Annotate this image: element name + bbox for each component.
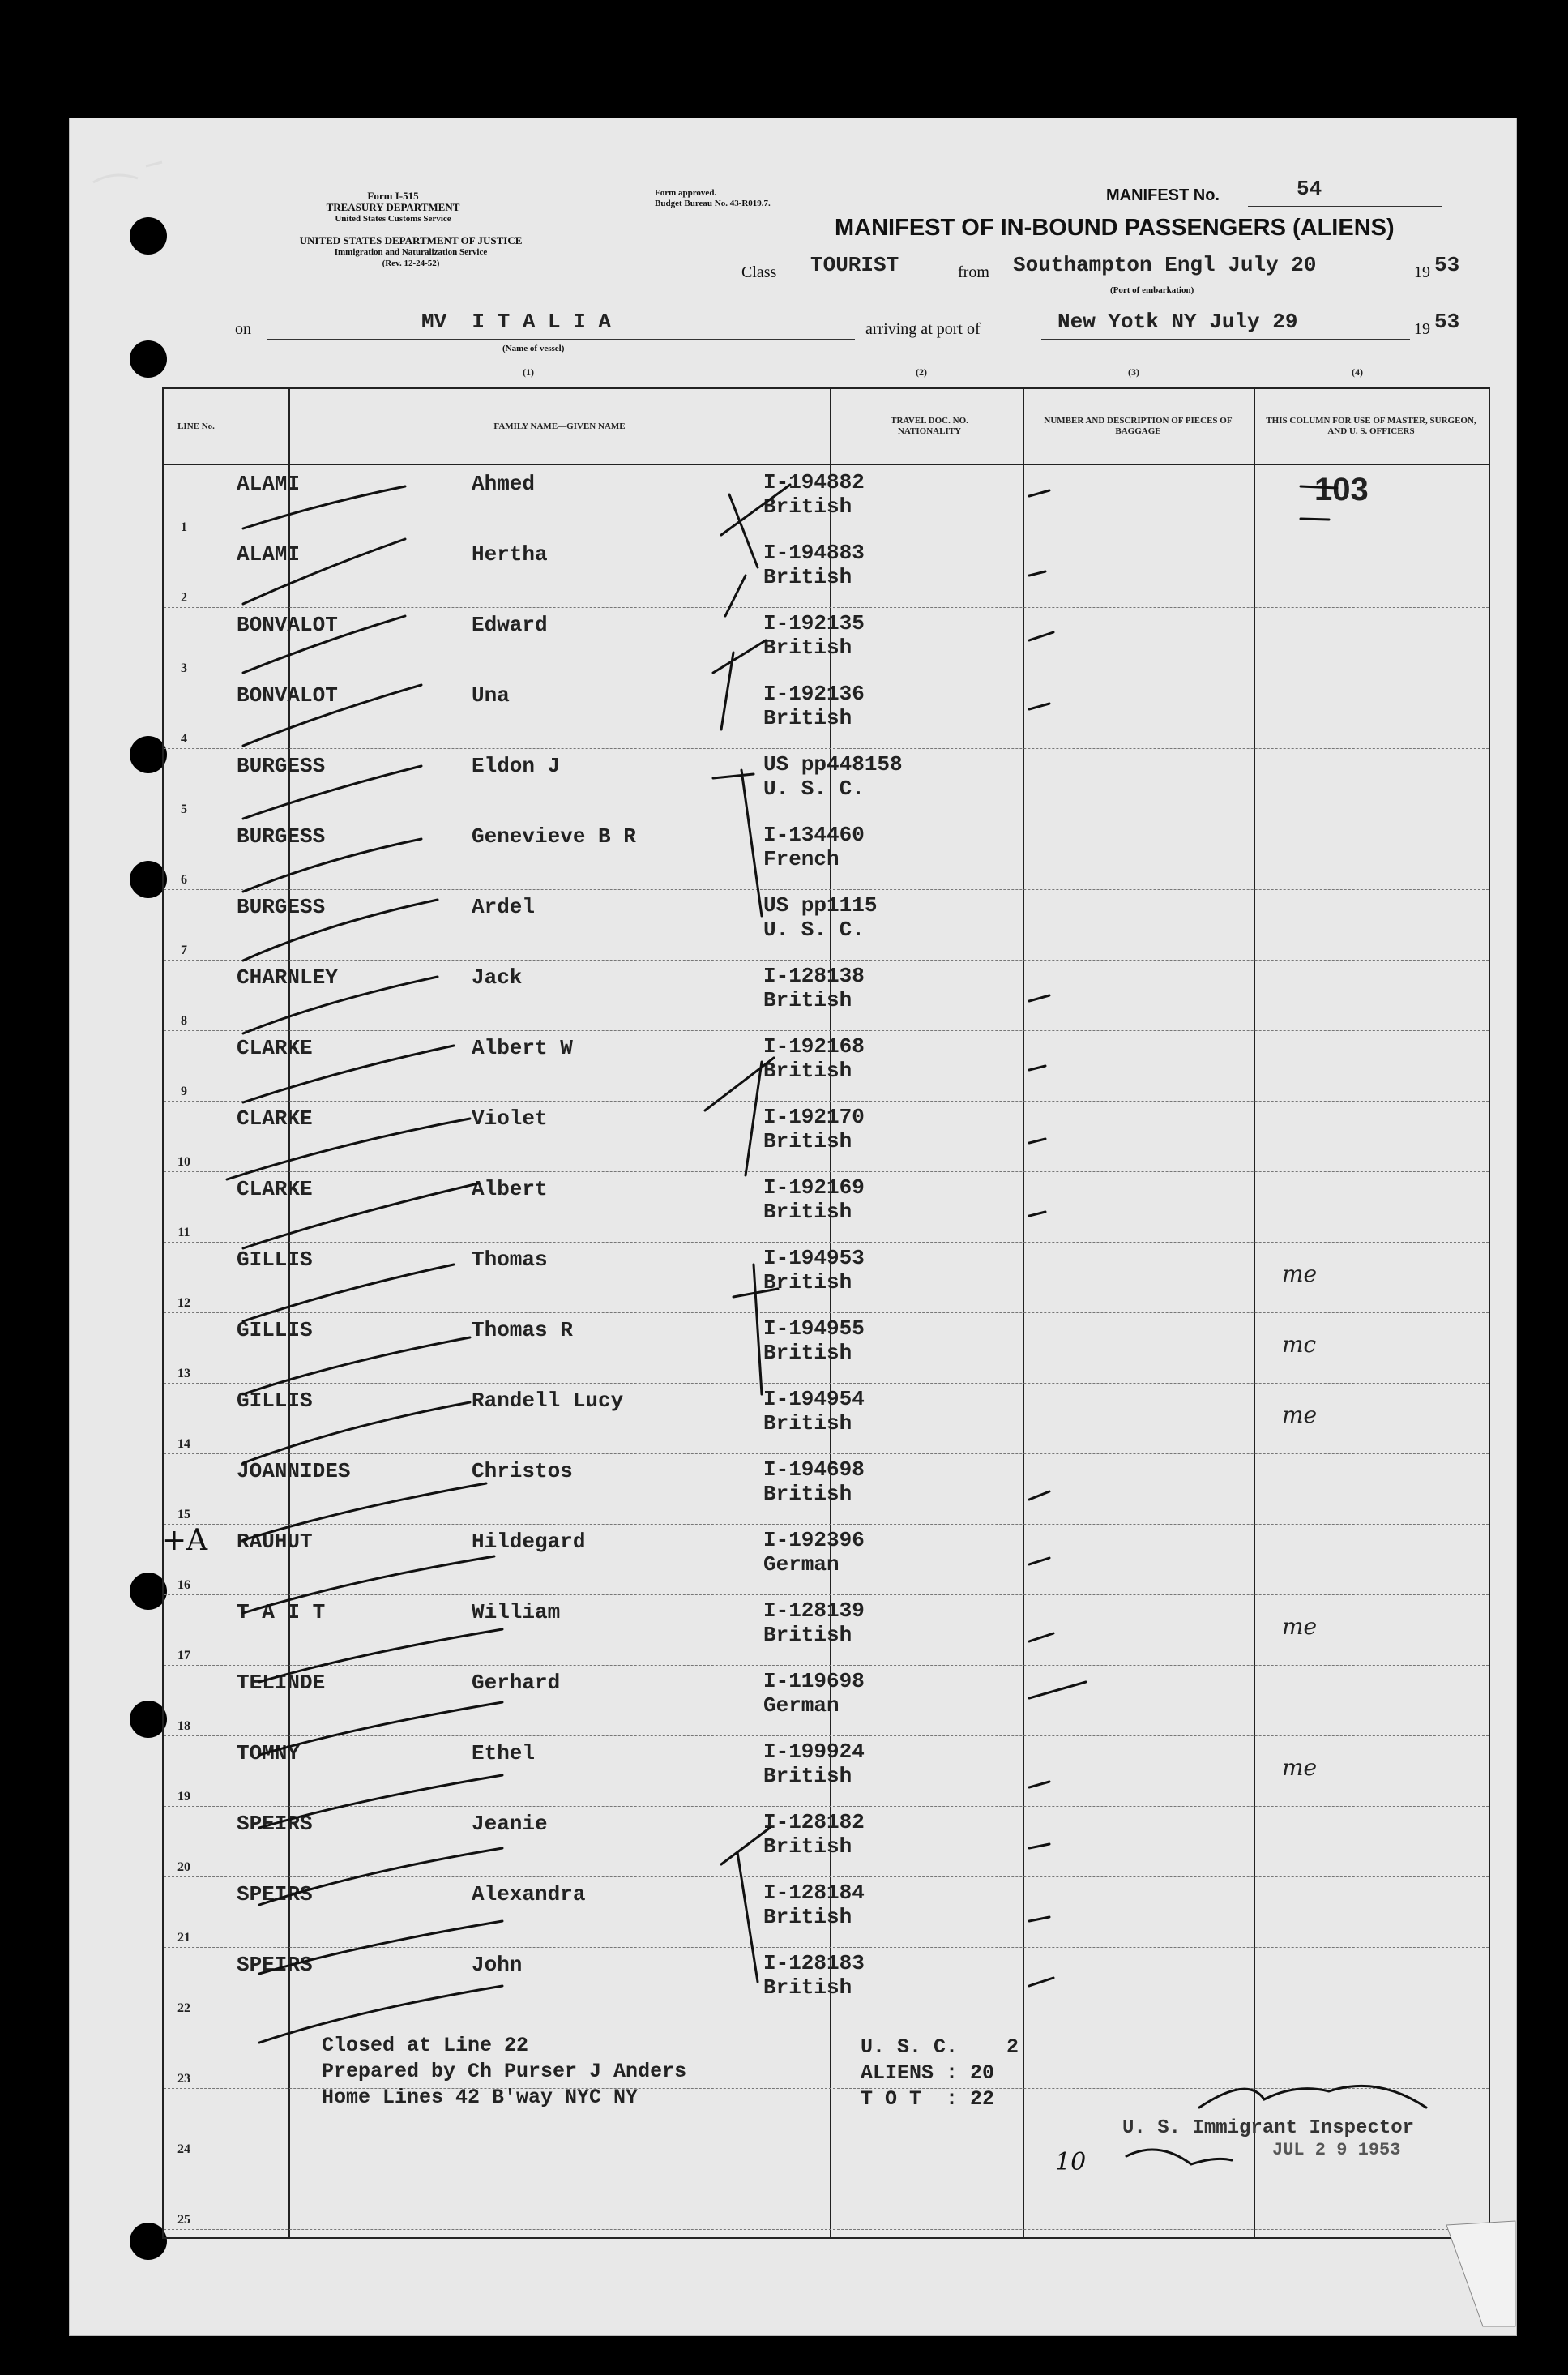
- column-number-2: (2): [916, 366, 927, 378]
- table-row: [164, 1946, 1489, 2018]
- line-number: 14: [177, 1437, 190, 1451]
- travel-doc-number: I-128184: [763, 1881, 865, 1905]
- line-number: 7: [181, 944, 187, 957]
- line-number: 12: [177, 1296, 190, 1310]
- from-value: Southampton Engl July 20: [1013, 253, 1317, 277]
- nationality: British: [763, 1341, 852, 1365]
- given-name: Jeanie: [472, 1812, 548, 1836]
- table-row: [164, 1241, 1489, 1313]
- class-label: Class: [741, 263, 777, 281]
- from-year-prefix: 19: [1414, 263, 1430, 281]
- vessel-caption: (Name of vessel): [502, 344, 565, 353]
- line-number: 6: [181, 873, 187, 887]
- column-header-baggage: NUMBER AND DESCRIPTION OF PIECES OF BAGGAGE: [1044, 416, 1233, 436]
- nationality: German: [763, 1693, 840, 1718]
- closed-note: Closed at Line 22 Prepared by Ch Purser J Anders Home Lines 42 B'way NYC NY: [322, 2034, 687, 2109]
- nationality: French: [763, 847, 840, 871]
- table-row: [164, 536, 1489, 608]
- family-name: GILLIS: [237, 1389, 313, 1413]
- totals-block: U. S. C. 2 ALIENS : 20 T O T : 22: [861, 2035, 1019, 2111]
- given-name: William: [472, 1600, 561, 1624]
- travel-doc-number: I-192396: [763, 1528, 865, 1552]
- given-name: Alexandra: [472, 1882, 586, 1906]
- travel-doc-number: I-192135: [763, 611, 865, 635]
- punch-hole: [130, 340, 167, 378]
- travel-doc-number: I-194955: [763, 1316, 865, 1341]
- travel-doc-number: I-128138: [763, 964, 865, 988]
- nationality: British: [763, 1623, 852, 1647]
- line-number: 8: [181, 1014, 187, 1028]
- travel-doc-number: US pp448158: [763, 752, 903, 777]
- nationality: British: [763, 988, 852, 1012]
- family-name: SPEIRS: [237, 1882, 313, 1906]
- inspector-label: U. S. Immigrant Inspector: [1122, 2117, 1415, 2139]
- nationality: British: [763, 1764, 852, 1788]
- line-number: 22: [177, 2001, 190, 2015]
- rows-container: [99, 465, 1489, 2237]
- manifest-no-value: 54: [1297, 177, 1322, 201]
- arriving-value: New Yotk NY July 29: [1057, 310, 1298, 334]
- given-name: Hertha: [472, 542, 548, 567]
- travel-doc-number: I-194883: [763, 541, 865, 565]
- table-row: [164, 959, 1489, 1031]
- arriving-year-prefix: 19: [1414, 320, 1430, 338]
- table-row: [164, 888, 1489, 961]
- family-name: CLARKE: [237, 1177, 313, 1201]
- nationality: British: [763, 635, 852, 660]
- family-name: BURGESS: [237, 754, 326, 778]
- family-name: SPEIRS: [237, 1812, 313, 1836]
- nationality: British: [763, 1975, 852, 2000]
- given-name: Ahmed: [472, 472, 536, 496]
- travel-doc-number: I-192170: [763, 1105, 865, 1129]
- table-row: [164, 1312, 1489, 1384]
- from-label: from: [958, 263, 989, 281]
- nationality: British: [763, 1270, 852, 1294]
- column-number-3: (3): [1128, 366, 1139, 378]
- family-name: RAUHUT: [237, 1530, 313, 1554]
- arriving-year: 53: [1434, 310, 1460, 334]
- line-number: 1: [181, 520, 187, 534]
- given-name: Genevieve B R: [472, 824, 636, 849]
- travel-doc-number: I-194882: [763, 470, 865, 494]
- family-name: BONVALOT: [237, 683, 338, 708]
- family-name: TOMNY: [237, 1741, 301, 1765]
- nationality: British: [763, 1200, 852, 1224]
- given-name: Eldon J: [472, 754, 561, 778]
- vessel-name: MV I T A L I A: [421, 310, 612, 334]
- column-number-1: (1): [523, 366, 534, 378]
- handwritten-count: 10: [1055, 2148, 1087, 2176]
- margin-note: +A: [162, 1524, 208, 1557]
- line-number: 11: [177, 1226, 190, 1239]
- given-name: Violet: [472, 1106, 548, 1131]
- date-stamp: JUL 2 9 1953: [1272, 2140, 1401, 2160]
- table-row: [164, 1523, 1489, 1595]
- port-caption: (Port of embarkation): [1110, 285, 1194, 295]
- approval-block: Form approved. Budget Bureau No. 43-R019.7.: [655, 188, 771, 208]
- given-name: Una: [472, 683, 510, 708]
- officer-note: me: [1282, 1613, 1318, 1640]
- nationality: U. S. C.: [763, 777, 865, 801]
- column-header-name: FAMILY NAME—GIVEN NAME: [493, 421, 626, 431]
- justice-block: UNITED STATES DEPARTMENT OF JUSTICE Immigration and Naturalization Service (Rev. 12-24-52): [299, 234, 523, 268]
- travel-doc-number: I-192136: [763, 682, 865, 706]
- class-value: TOURIST: [810, 253, 899, 277]
- given-name: Gerhard: [472, 1671, 561, 1695]
- travel-doc-number: I-199924: [763, 1740, 865, 1764]
- travel-doc-number: I-119698: [763, 1669, 865, 1693]
- table-row: [164, 1382, 1489, 1454]
- nationality: U. S. C.: [763, 918, 865, 942]
- table-row: [164, 1453, 1489, 1525]
- passenger-table: [162, 387, 1490, 2239]
- family-name: GILLIS: [237, 1318, 313, 1342]
- given-name: Albert W: [472, 1036, 573, 1060]
- table-row: [164, 818, 1489, 890]
- line-number: 24: [177, 2142, 190, 2156]
- table-row: [164, 606, 1489, 678]
- family-name: BURGESS: [237, 824, 326, 849]
- given-name: John: [472, 1953, 523, 1977]
- table-row: [164, 465, 1489, 537]
- table-row: [164, 1735, 1489, 1807]
- from-year: 53: [1434, 253, 1460, 277]
- nationality: British: [763, 565, 852, 589]
- table-row: [164, 1664, 1489, 1736]
- travel-doc-number: US pp1115: [763, 893, 878, 918]
- officer-note: me: [1282, 1401, 1318, 1428]
- nationality: British: [763, 1059, 852, 1083]
- column-header-doc: TRAVEL DOC. NO. NATIONALITY: [891, 416, 968, 436]
- given-name: Thomas: [472, 1247, 548, 1272]
- line-number: 23: [177, 2072, 190, 2086]
- line-number: 10: [177, 1155, 190, 1169]
- travel-doc-number: I-194953: [763, 1246, 865, 1270]
- travel-doc-number: I-194954: [763, 1387, 865, 1411]
- table-row: [164, 1876, 1489, 1948]
- table-row: [164, 747, 1489, 819]
- punch-hole: [130, 217, 167, 255]
- column-header-officers: THIS COLUMN FOR USE OF MASTER, SURGEON, AND U. S. OFFICERS: [1266, 416, 1476, 436]
- nationality: British: [763, 1905, 852, 1929]
- nationality: British: [763, 706, 852, 730]
- table-row: [164, 1100, 1489, 1172]
- column-number-4: (4): [1352, 366, 1363, 378]
- line-number: 2: [181, 591, 187, 605]
- travel-doc-number: I-128139: [763, 1598, 865, 1623]
- on-label: on: [235, 320, 251, 338]
- document-title: MANIFEST OF IN-BOUND PASSENGERS (ALIENS): [835, 215, 1395, 241]
- arriving-label: arriving at port of: [865, 320, 981, 338]
- nationality: British: [763, 1834, 852, 1859]
- table-row: [164, 2158, 1489, 2230]
- given-name: Ethel: [472, 1741, 536, 1765]
- line-number: 16: [177, 1578, 190, 1592]
- given-name: Thomas R: [472, 1318, 573, 1342]
- nationality: German: [763, 1552, 840, 1577]
- family-name: SPEIRS: [237, 1953, 313, 1977]
- family-name: BONVALOT: [237, 613, 338, 637]
- line-number: 4: [181, 732, 187, 746]
- line-number: 21: [177, 1931, 190, 1945]
- travel-doc-number: I-194698: [763, 1457, 865, 1482]
- line-number: 13: [177, 1367, 190, 1380]
- family-name: TELINDE: [237, 1671, 326, 1695]
- line-number: 9: [181, 1085, 187, 1098]
- nationality: British: [763, 1482, 852, 1506]
- table-row: [164, 677, 1489, 749]
- table-row: [164, 1594, 1489, 1666]
- travel-doc-number: I-192169: [763, 1175, 865, 1200]
- travel-doc-number: I-128182: [763, 1810, 865, 1834]
- table-row: [164, 1805, 1489, 1877]
- family-name: BURGESS: [237, 895, 326, 919]
- travel-doc-number: I-192168: [763, 1034, 865, 1059]
- given-name: Christos: [472, 1459, 573, 1483]
- line-number: 3: [181, 661, 187, 675]
- given-name: Ardel: [472, 895, 536, 919]
- line-number: 17: [177, 1649, 190, 1662]
- travel-doc-number: I-134460: [763, 823, 865, 847]
- manifest-no-label: MANIFEST No.: [1106, 186, 1220, 204]
- officer-note: 103: [1314, 472, 1369, 507]
- line-number: 25: [177, 2213, 190, 2227]
- table-row: [164, 1170, 1489, 1243]
- family-name: CLARKE: [237, 1036, 313, 1060]
- family-name: ALAMI: [237, 472, 301, 496]
- family-name: CHARNLEY: [237, 965, 338, 990]
- officer-note: me: [1282, 1260, 1318, 1287]
- family-name: JOANNIDES: [237, 1459, 351, 1483]
- travel-doc-number: I-128183: [763, 1951, 865, 1975]
- officer-note: me: [1282, 1754, 1318, 1781]
- given-name: Jack: [472, 965, 523, 990]
- line-number: 5: [181, 802, 187, 816]
- line-number: 18: [177, 1719, 190, 1733]
- officer-note: mc: [1282, 1331, 1317, 1358]
- nationality: British: [763, 1129, 852, 1153]
- line-number: 20: [177, 1860, 190, 1874]
- given-name: Edward: [472, 613, 548, 637]
- given-name: Albert: [472, 1177, 548, 1201]
- given-name: Hildegard: [472, 1530, 586, 1554]
- form-id-block: Form I-515 TREASURY DEPARTMENT United States Customs Service: [326, 190, 460, 224]
- line-number: 19: [177, 1790, 190, 1804]
- nationality: British: [763, 494, 852, 519]
- column-header-line: LINE No.: [177, 421, 215, 431]
- given-name: Randell Lucy: [472, 1389, 624, 1413]
- family-name: CLARKE: [237, 1106, 313, 1131]
- table-row: [164, 1029, 1489, 1102]
- nationality: British: [763, 1411, 852, 1436]
- line-number: 15: [177, 1508, 190, 1521]
- family-name: ALAMI: [237, 542, 301, 567]
- family-name: GILLIS: [237, 1247, 313, 1272]
- family-name: T A I T: [237, 1600, 326, 1624]
